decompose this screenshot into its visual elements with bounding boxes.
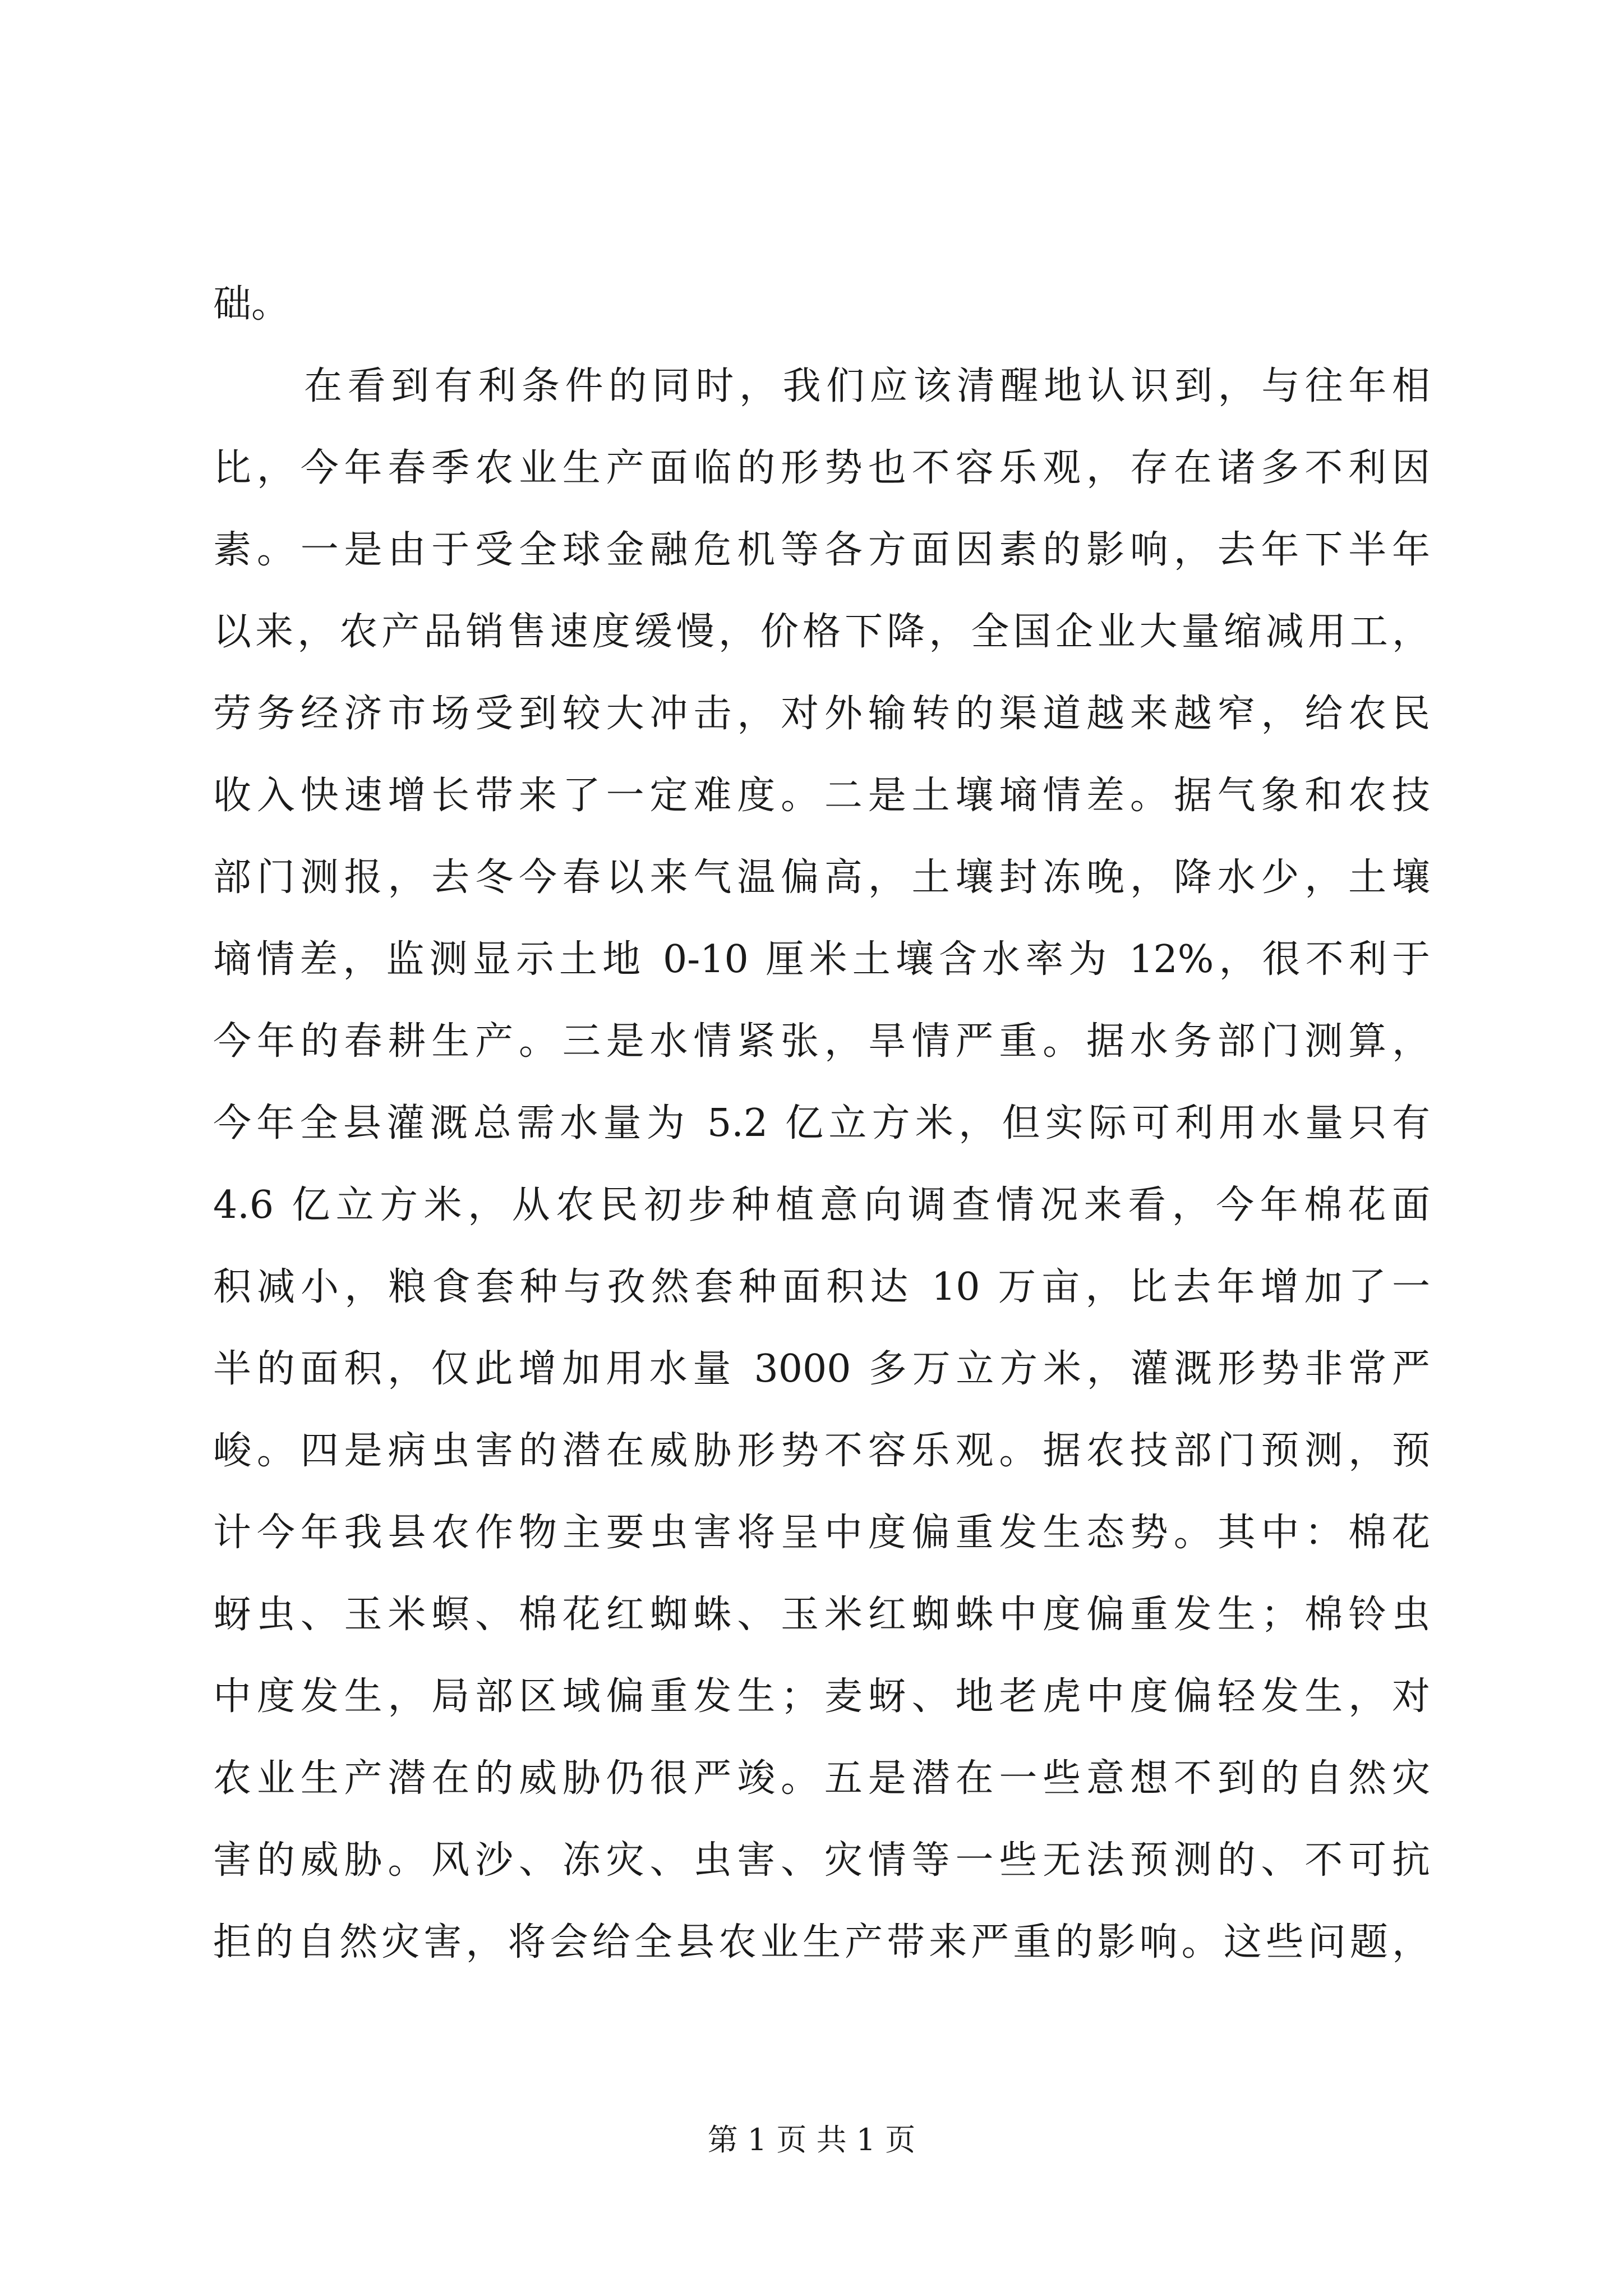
text-line: 以来，农产品销售速度缓慢，价格下降，全国企业大量缩减用工， bbox=[213, 610, 1430, 654]
text-line: 峻。四是病虫害的潜在威胁形势不容乐观。据农技部门预测，预 bbox=[213, 1429, 1430, 1473]
text-line: 收入快速增长带来了一定难度。二是土壤墒情差。据气象和农技 bbox=[213, 774, 1430, 818]
text-line: 部门测报，去冬今春以来气温偏高，土壤封冻晚，降水少，土壤 bbox=[213, 855, 1430, 900]
text-line: 今年全县灌溉总需水量为 5.2 亿立方米，但实际可利用水量只有 bbox=[213, 1101, 1430, 1145]
text-line: 积减小，粮食套种与孜然套种面积达 10 万亩，比去年增加了一 bbox=[213, 1265, 1430, 1309]
text-line: 中度发生，局部区域偏重发生；麦蚜、地老虎中度偏轻发生，对 bbox=[213, 1674, 1430, 1719]
body-text bbox=[213, 264, 1430, 1984]
text-line: 害的威胁。风沙、冻灾、虫害、灾情等一些无法预测的、不可抗 bbox=[213, 1838, 1430, 1883]
text-line: 蚜虫、玉米螟、棉花红蜘蛛、玉米红蜘蛛中度偏重发生；棉铃虫 bbox=[213, 1593, 1430, 1637]
text-line: 农业生产潜在的威胁仍很严竣。五是潜在一些意想不到的自然灾 bbox=[213, 1756, 1430, 1801]
text-line: 劳务经济市场受到较大冲击，对外输转的渠道越来越窄，给农民 bbox=[213, 692, 1430, 736]
text-line: 拒的自然灾害，将会给全县农业生产带来严重的影响。这些问题， bbox=[213, 1920, 1430, 1964]
text-line: 墒情差，监测显示土地 0-10 厘米土壤含水率为 12%，很不利于 bbox=[213, 937, 1430, 982]
text-line: 半的面积，仅此增加用水量 3000 多万立方米，灌溉形势非常严 bbox=[213, 1347, 1430, 1391]
text-line: 计今年我县农作物主要虫害将呈中度偏重发生态势。其中：棉花 bbox=[213, 1511, 1430, 1555]
text-line: 在看到有利条件的同时，我们应该清醒地认识到，与往年相 bbox=[304, 364, 1430, 408]
text-line: 今年的春耕生产。三是水情紧张，旱情严重。据水务部门测算， bbox=[213, 1019, 1430, 1064]
text-line: 4.6 亿立方米，从农民初步种植意向调查情况来看，今年棉花面 bbox=[213, 1183, 1430, 1227]
text-line: 础。 bbox=[213, 282, 290, 326]
text-line: 素。一是由于受全球金融危机等各方面因素的影响，去年下半年 bbox=[213, 528, 1430, 572]
page-footer: 第 1 页 共 1 页 bbox=[707, 2122, 916, 2157]
text-line: 比，今年春季农业生产面临的形势也不容乐观，存在诸多不利因 bbox=[213, 446, 1430, 490]
